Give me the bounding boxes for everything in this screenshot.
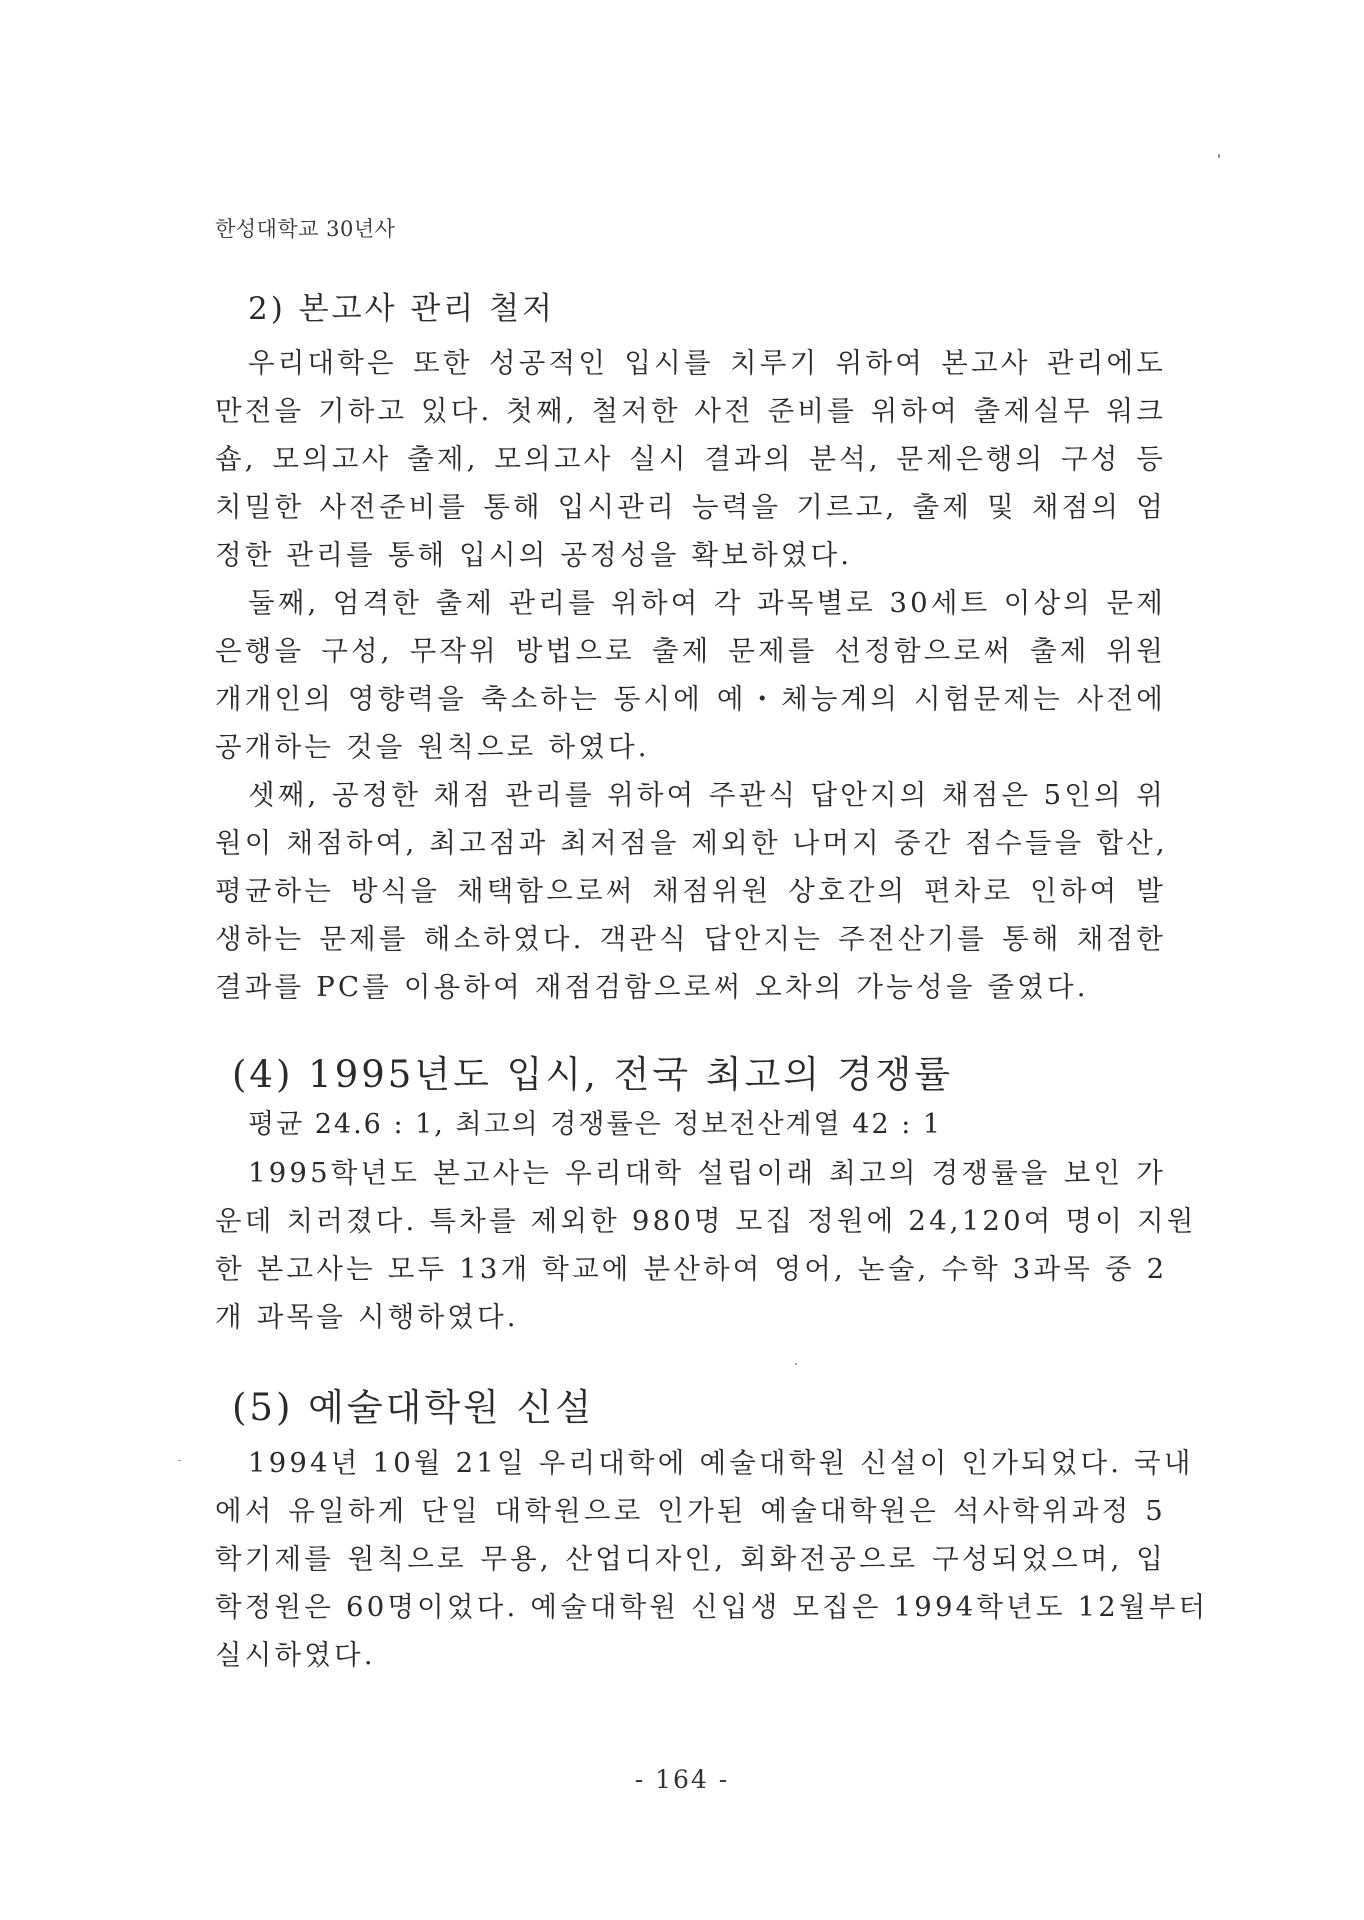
paragraph-line: 개개인의 영향력을 축소하는 동시에 예・체능계의 시험문제는 사전에 bbox=[215, 683, 1166, 715]
section-heading: (4) 1995년도 입시, 전국 최고의 경쟁률 bbox=[232, 1053, 954, 1096]
running-header: 한성대학교 30년사 bbox=[215, 217, 396, 241]
paragraph-line: 에서 유일하게 단일 대학원으로 인가된 예술대학원은 석사학위과정 5 bbox=[215, 1495, 1166, 1527]
subsection-heading: 2) 본고사 관리 철저 bbox=[248, 291, 556, 327]
paragraph-line: 셋째, 공정한 채점 관리를 위하여 주관식 답안지의 채점은 5인의 위 bbox=[248, 779, 1166, 811]
paragraph-line: 개 과목을 시행하였다. bbox=[215, 1301, 519, 1333]
paragraph-line: 1995학년도 본고사는 우리대학 설립이래 최고의 경쟁률을 보인 가 bbox=[248, 1157, 1166, 1189]
paragraph-line: 둘째, 엄격한 출제 관리를 위하여 각 과목별로 30세트 이상의 문제 bbox=[248, 587, 1166, 619]
paragraph-line: 정한 관리를 통해 입시의 공정성을 확보하였다. bbox=[215, 539, 853, 571]
paragraph-line: 치밀한 사전준비를 통해 입시관리 능력을 기르고, 출제 및 채점의 엄 bbox=[215, 491, 1166, 523]
paragraph-line: 학기제를 원칙으로 무용, 산업디자인, 회화전공으로 구성되었으며, 입 bbox=[215, 1543, 1166, 1575]
page-number: - 164 - bbox=[634, 1765, 730, 1794]
scan-speck bbox=[178, 1460, 181, 1461]
section-heading: (5) 예술대학원 신설 bbox=[232, 1386, 595, 1429]
paragraph-line: 평균하는 방식을 채택함으로써 채점위원 상호간의 편차로 인하여 발 bbox=[215, 875, 1166, 907]
paragraph-line: 만전을 기하고 있다. 첫째, 철저한 사전 준비를 위하여 출제실무 워크 bbox=[215, 395, 1166, 427]
section-tagline: 평균 24.6 : 1, 최고의 경쟁률은 정보전산계열 42 : 1 bbox=[248, 1109, 943, 1140]
paragraph-line: 1994년 10월 21일 우리대학에 예술대학원 신설이 인가되었다. 국내 bbox=[248, 1447, 1194, 1479]
paragraph-line: 학정원은 60명이었다. 예술대학원 신입생 모집은 1994학년도 12월부터 bbox=[215, 1591, 1209, 1623]
paragraph-line: 운데 치러졌다. 특차를 제외한 980명 모집 정원에 24,120여 명이 지원 bbox=[215, 1205, 1197, 1237]
paragraph-line: 한 본고사는 모두 13개 학교에 분산하여 영어, 논술, 수학 3과목 중 2 bbox=[215, 1253, 1168, 1285]
scan-speck bbox=[1218, 154, 1220, 158]
paragraph-line: 생하는 문제를 해소하였다. 객관식 답안지는 주전산기를 통해 채점한 bbox=[215, 923, 1166, 955]
paragraph-line: 결과를 PC를 이용하여 재점검함으로써 오차의 가능성을 줄였다. bbox=[215, 971, 1089, 1003]
paragraph-line: 은행을 구성, 무작위 방법으로 출제 문제를 선정함으로써 출제 위원 bbox=[215, 635, 1166, 667]
paragraph-line: 숍, 모의고사 출제, 모의고사 실시 결과의 분석, 문제은행의 구성 등 bbox=[215, 443, 1166, 475]
paragraph-line: 우리대학은 또한 성공적인 입시를 치루기 위하여 본고사 관리에도 bbox=[248, 347, 1166, 379]
scan-speck bbox=[795, 1363, 797, 1365]
paragraph-line: 원이 채점하여, 최고점과 최저점을 제외한 나머지 중간 점수들을 합산, bbox=[215, 827, 1168, 859]
paragraph-line: 공개하는 것을 원칙으로 하였다. bbox=[215, 731, 650, 763]
paragraph-line: 실시하였다. bbox=[215, 1639, 376, 1671]
